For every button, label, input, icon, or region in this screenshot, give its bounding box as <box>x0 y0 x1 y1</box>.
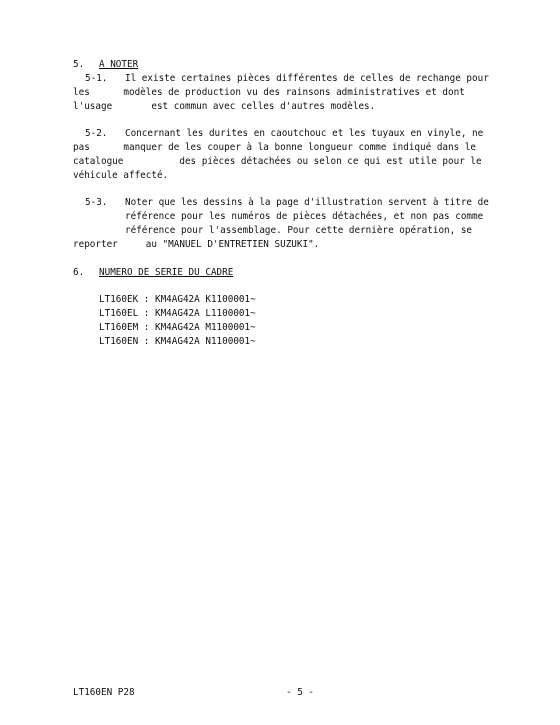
footer-doc-code: LT160EN P28 <box>73 687 135 698</box>
item-5-2-line-1: Concernant les durites en caoutchouc et les tuyaux en vinyle, ne <box>125 128 484 139</box>
item-5-3-line-3: référence pour l'assemblage. Pour cette dernière opération, se <box>125 225 473 236</box>
item-5-1-line-2: les modèles de production vu des rainsons administratives et dont <box>73 87 465 98</box>
item-5-3-line-4: reporter au "MANUEL D'ENTRETIEN SUZUKI". <box>73 239 320 250</box>
serial-entry: LT160EL : KM4AG42A L1100001~ <box>99 308 256 319</box>
item-5-1-line-1: Il existe certaines pièces différentes de celles de rechange pour <box>125 73 489 84</box>
item-5-2-line-4: véhicule affecté. <box>73 170 169 181</box>
item-5-1-number: 5-1. <box>85 73 108 84</box>
serial-entry: LT160EK : KM4AG42A K1100001~ <box>99 294 256 305</box>
section-6-number: 6. <box>73 267 85 278</box>
section-5-heading: A NOTER <box>99 59 139 70</box>
item-5-2-line-2: pas manquer de les couper à la bonne longueur comme indiqué dans le <box>73 142 476 153</box>
serial-entry: LT160EN : KM4AG42A N1100001~ <box>99 336 256 347</box>
item-5-2-line-3: catalogue des pièces détachées ou selon ce qui est utile pour le <box>73 156 482 167</box>
item-5-3-number: 5-3. <box>85 197 108 208</box>
section-6-heading: NUMERO DE SERIE DU CADRE <box>99 267 234 278</box>
item-5-1-line-3: l'usage est commun avec celles d'autres modèles. <box>73 101 376 112</box>
serial-entry: LT160EM : KM4AG42A M1100001~ <box>99 322 256 333</box>
section-5-number: 5. <box>73 59 85 70</box>
page-number: - 5 - <box>286 687 314 698</box>
item-5-3-line-2: référence pour les numéros de pièces détachées, et non pas comme <box>125 211 484 222</box>
item-5-2-number: 5-2. <box>85 128 108 139</box>
item-5-3-line-1: Noter que les dessins à la page d'illustration servent à titre de <box>125 197 489 208</box>
